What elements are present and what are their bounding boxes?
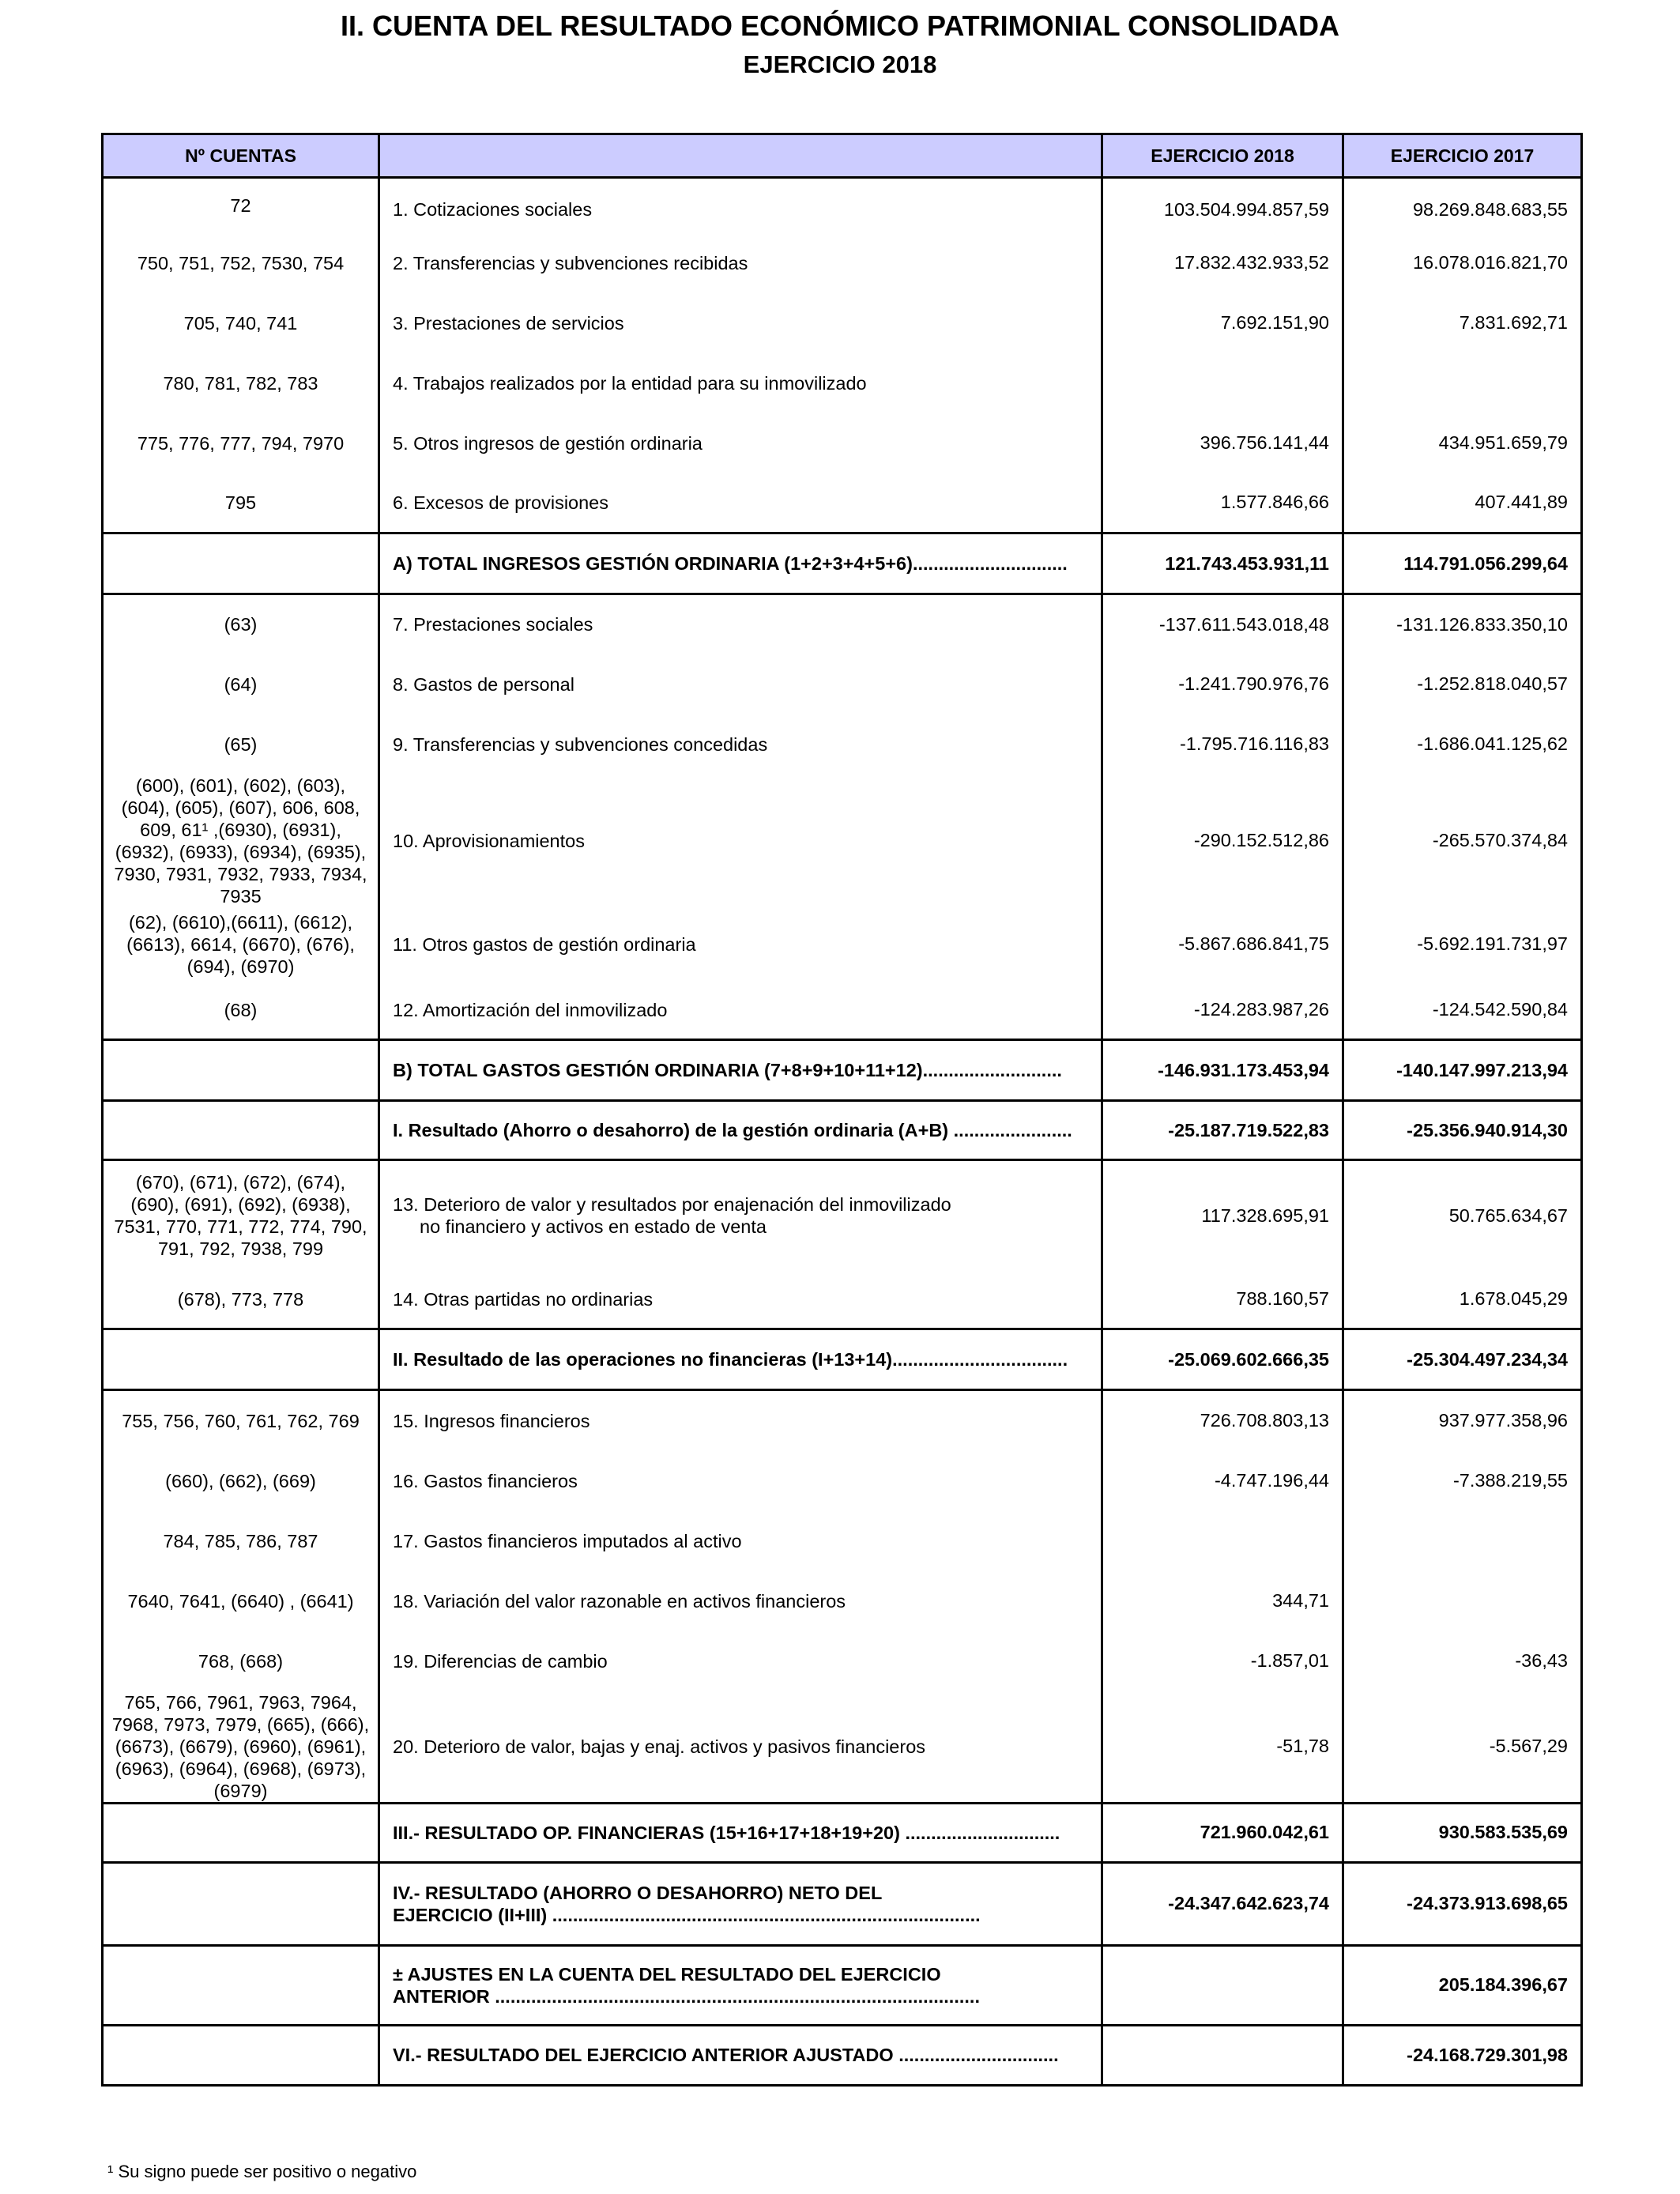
accounts-cell — [103, 1803, 379, 1862]
concept-text: 6. Excesos de provisiones — [393, 492, 609, 513]
table-row — [103, 775, 1582, 907]
table-row — [103, 1390, 1582, 1451]
concept-cell — [379, 178, 1102, 233]
table-row — [103, 413, 1582, 473]
accounts-cell: 795 — [103, 473, 379, 533]
accounts-cell: 780, 781, 782, 783 — [103, 353, 379, 413]
concept-text-line2: ANTERIOR .............................................................................................. — [393, 1985, 980, 2007]
value-2018-cell — [1102, 2025, 1343, 2085]
value-2017-cell: -24.168.729.301,98 — [1343, 2025, 1582, 2085]
concept-cell — [379, 353, 1102, 413]
table-row — [103, 1160, 1582, 1271]
table-row — [103, 1631, 1582, 1691]
value-2018-cell: -1.241.790.976,76 — [1102, 654, 1343, 714]
concept-cell — [379, 1329, 1102, 1390]
accounts-cell: (63) — [103, 594, 379, 654]
value-2017-cell: -5.567,29 — [1343, 1691, 1582, 1804]
table-row — [103, 907, 1582, 982]
value-2017-cell — [1343, 1511, 1582, 1571]
concept-text: 15. Ingresos financieros — [393, 1410, 590, 1431]
concept-cell — [379, 1803, 1102, 1862]
header-concept — [379, 134, 1102, 178]
concept-text: IV.- RESULTADO (AHORRO O DESAHORRO) NETO DEL — [393, 1882, 883, 1903]
concept-text: 19. Diferencias de cambio — [393, 1650, 608, 1672]
value-2018-cell: -25.069.602.666,35 — [1102, 1329, 1343, 1390]
value-2017-cell: -25.356.940.914,30 — [1343, 1101, 1582, 1160]
concept-cell — [379, 1631, 1102, 1691]
value-2017-cell — [1343, 353, 1582, 413]
value-2017-cell: -24.373.913.698,65 — [1343, 1862, 1582, 1945]
value-2017-cell: 98.269.848.683,55 — [1343, 178, 1582, 233]
value-2018-cell: 1.577.846,66 — [1102, 473, 1343, 533]
value-2018-cell — [1102, 1511, 1343, 1571]
accounts-cell: 768, (668) — [103, 1631, 379, 1691]
accounts-cell — [103, 1040, 379, 1101]
total-row — [103, 1040, 1582, 1101]
value-2018-cell: 396.756.141,44 — [1102, 413, 1343, 473]
concept-cell — [379, 982, 1102, 1040]
total-row — [103, 2025, 1582, 2085]
value-2018-cell: 726.708.803,13 — [1102, 1390, 1343, 1451]
value-2018-cell: -290.152.512,86 — [1102, 775, 1343, 907]
accounts-cell: 755, 756, 760, 761, 762, 769 — [103, 1390, 379, 1451]
accounts-cell: (660), (662), (669) — [103, 1451, 379, 1511]
accounts-cell — [103, 533, 379, 594]
total-row — [103, 1862, 1582, 1945]
value-2017-cell: 16.078.016.821,70 — [1343, 233, 1582, 293]
concept-text: 1. Cotizaciones sociales — [393, 199, 593, 221]
concept-text: VI.- RESULTADO DEL EJERCICIO ANTERIOR AJUSTADO ............................... — [393, 2045, 1059, 2065]
footnote: ¹ Su signo puede ser positivo o negativo — [107, 2162, 417, 2181]
table-row — [103, 1511, 1582, 1571]
concept-text: 12. Amortización del inmovilizado — [393, 999, 668, 1020]
concept-cell — [379, 533, 1102, 594]
concept-text: 16. Gastos financieros — [393, 1470, 578, 1491]
accounts-cell: (64) — [103, 654, 379, 714]
value-2018-cell: -1.795.716.116,83 — [1102, 714, 1343, 775]
table-row — [103, 1271, 1582, 1329]
table-row — [103, 654, 1582, 714]
total-row — [103, 1945, 1582, 2025]
concept-cell — [379, 1390, 1102, 1451]
value-2018-cell: -24.347.642.623,74 — [1102, 1862, 1343, 1945]
concept-cell — [379, 1571, 1102, 1631]
page-subtitle: EJERCICIO 2018 — [743, 51, 937, 78]
accounts-cell: 765, 766, 7961, 7963, 7964, 7968, 7973, 7979, (665), (666), (6673), (6679), (6960), (6961), (6963), (6964), (6968), (6973), (6979) — [103, 1691, 379, 1804]
accounts-cell: (670), (671), (672), (674), (690), (691), (692), (6938), 7531, 770, 771, 772, 774, 790, 791, 792, 7938, 799 — [103, 1160, 379, 1271]
value-2018-cell: 117.328.695,91 — [1102, 1160, 1343, 1271]
concept-cell — [379, 473, 1102, 533]
concept-cell — [379, 1040, 1102, 1101]
table-body — [103, 178, 1582, 2086]
value-2018-cell — [1102, 353, 1343, 413]
table-header-row — [103, 134, 1582, 178]
concept-cell — [379, 775, 1102, 907]
table-row — [103, 233, 1582, 293]
concept-text: 20. Deterioro de valor, bajas y enaj. activos y pasivos financieros — [393, 1736, 926, 1757]
accounts-cell: 775, 776, 777, 794, 7970 — [103, 413, 379, 473]
concept-text: 7. Prestaciones sociales — [393, 614, 593, 635]
concept-text: 9. Transferencias y subvenciones concedidas — [393, 733, 768, 755]
concept-cell — [379, 413, 1102, 473]
value-2018-cell: -1.857,01 — [1102, 1631, 1343, 1691]
accounts-cell — [103, 2025, 379, 2085]
value-2018-cell: -137.611.543.018,48 — [1102, 594, 1343, 654]
table-row — [103, 473, 1582, 533]
concept-cell — [379, 594, 1102, 654]
value-2018-cell: 721.960.042,61 — [1102, 1803, 1343, 1862]
value-2018-cell: 121.743.453.931,11 — [1102, 533, 1343, 594]
value-2018-cell: 344,71 — [1102, 1571, 1343, 1631]
value-2017-cell: 407.441,89 — [1343, 473, 1582, 533]
accounts-cell — [103, 1101, 379, 1160]
concept-text: 2. Transferencias y subvenciones recibidas — [393, 252, 748, 273]
concept-cell — [379, 293, 1102, 353]
concept-cell — [379, 1945, 1102, 2025]
concept-text: 13. Deterioro de valor y resultados por enajenación del inmovilizado — [393, 1194, 951, 1216]
value-2017-cell: -5.692.191.731,97 — [1343, 907, 1582, 982]
concept-cell — [379, 654, 1102, 714]
accounts-cell: (678), 773, 778 — [103, 1271, 379, 1329]
concept-text: 18. Variación del valor razonable en activos financieros — [393, 1590, 846, 1612]
concept-cell — [379, 1691, 1102, 1804]
value-2018-cell: 788.160,57 — [1102, 1271, 1343, 1329]
value-2018-cell: 17.832.432.933,52 — [1102, 233, 1343, 293]
value-2017-cell — [1343, 1571, 1582, 1631]
accounts-cell: 72 — [103, 178, 379, 233]
concept-cell — [379, 2025, 1102, 2085]
concept-text: ± AJUSTES EN LA CUENTA DEL RESULTADO DEL EJERCICIO — [393, 1963, 941, 1985]
concept-text-line2: EJERCICIO (II+III) ................................................................................... — [393, 1904, 981, 1925]
value-2017-cell: 930.583.535,69 — [1343, 1803, 1582, 1862]
income-statement-table — [101, 133, 1583, 2087]
concept-text: 8. Gastos de personal — [393, 673, 574, 695]
table-row — [103, 1451, 1582, 1511]
header-2018: EJERCICIO 2018 — [1102, 134, 1343, 178]
concept-cell — [379, 907, 1102, 982]
concept-text: 5. Otros ingresos de gestión ordinaria — [393, 432, 703, 454]
header-accounts: Nº CUENTAS — [103, 134, 379, 178]
total-row — [103, 533, 1582, 594]
accounts-cell: 705, 740, 741 — [103, 293, 379, 353]
concept-text-line2: no financiero y activos en estado de venta — [420, 1216, 767, 1238]
table-row — [103, 1691, 1582, 1804]
header-2017: EJERCICIO 2017 — [1343, 134, 1582, 178]
value-2018-cell: 103.504.994.857,59 — [1102, 178, 1343, 233]
value-2017-cell: -140.147.997.213,94 — [1343, 1040, 1582, 1101]
concept-cell — [379, 1451, 1102, 1511]
value-2017-cell: -1.252.818.040,57 — [1343, 654, 1582, 714]
value-2017-cell: -131.126.833.350,10 — [1343, 594, 1582, 654]
value-2018-cell: -124.283.987,26 — [1102, 982, 1343, 1040]
value-2017-cell: -1.686.041.125,62 — [1343, 714, 1582, 775]
value-2017-cell: -7.388.219,55 — [1343, 1451, 1582, 1511]
accounts-cell: 750, 751, 752, 7530, 754 — [103, 233, 379, 293]
value-2018-cell: -4.747.196,44 — [1102, 1451, 1343, 1511]
concept-text: II. Resultado de las operaciones no financieras (I+13+14).................................. — [393, 1349, 1068, 1370]
value-2017-cell: -25.304.497.234,34 — [1343, 1329, 1582, 1390]
value-2017-cell: 434.951.659,79 — [1343, 413, 1582, 473]
concept-text: 14. Otras partidas no ordinarias — [393, 1288, 654, 1310]
accounts-cell: (65) — [103, 714, 379, 775]
value-2017-cell: 7.831.692,71 — [1343, 293, 1582, 353]
value-2017-cell: 937.977.358,96 — [1343, 1390, 1582, 1451]
concept-text: A) TOTAL INGRESOS GESTIÓN ORDINARIA (1+2+3+4+5+6).............................. — [393, 553, 1068, 574]
value-2018-cell: -51,78 — [1102, 1691, 1343, 1804]
concept-text: 4. Trabajos realizados por la entidad para su inmovilizado — [393, 372, 867, 394]
concept-text: B) TOTAL GASTOS GESTIÓN ORDINARIA (7+8+9+10+11+12)........................... — [393, 1060, 1062, 1080]
concept-text: I. Resultado (Ahorro o desahorro) de la gestión ordinaria (A+B) ....................... — [393, 1120, 1072, 1140]
concept-cell — [379, 1511, 1102, 1571]
page-title: II. CUENTA DEL RESULTADO ECONÓMICO PATRIMONIAL CONSOLIDADA — [341, 9, 1339, 42]
concept-cell — [379, 1271, 1102, 1329]
concept-cell — [379, 1862, 1102, 1945]
accounts-cell: (600), (601), (602), (603), (604), (605), (607), 606, 608, 609, 61¹ ,(6930), (6931), (6932), (6933), (6934), (6935), 7930, 7931, 7932, 7933, 7934, 7935 — [103, 775, 379, 907]
value-2018-cell: -5.867.686.841,75 — [1102, 907, 1343, 982]
value-2017-cell: 205.184.396,67 — [1343, 1945, 1582, 2025]
concept-cell — [379, 233, 1102, 293]
accounts-cell: (62), (6610),(6611), (6612), (6613), 6614, (6670), (676), (694), (6970) — [103, 907, 379, 982]
accounts-cell — [103, 1945, 379, 2025]
accounts-cell: (68) — [103, 982, 379, 1040]
value-2017-cell: 50.765.634,67 — [1343, 1160, 1582, 1271]
table-row — [103, 982, 1582, 1040]
table-row — [103, 714, 1582, 775]
value-2018-cell — [1102, 1945, 1343, 2025]
value-2017-cell: -124.542.590,84 — [1343, 982, 1582, 1040]
value-2018-cell: 7.692.151,90 — [1102, 293, 1343, 353]
table-row — [103, 293, 1582, 353]
concept-cell — [379, 714, 1102, 775]
concept-cell — [379, 1101, 1102, 1160]
accounts-cell — [103, 1862, 379, 1945]
value-2017-cell: -265.570.374,84 — [1343, 775, 1582, 907]
concept-text: 17. Gastos financieros imputados al activo — [393, 1530, 742, 1551]
concept-text: III.- RESULTADO OP. FINANCIERAS (15+16+17+18+19+20) .............................. — [393, 1822, 1060, 1843]
table-row — [103, 1571, 1582, 1631]
accounts-cell — [103, 1329, 379, 1390]
total-row — [103, 1329, 1582, 1390]
accounts-cell: 7640, 7641, (6640) , (6641) — [103, 1571, 379, 1631]
table-row — [103, 594, 1582, 654]
concept-text: 11. Otros gastos de gestión ordinaria — [393, 933, 696, 955]
concept-cell — [379, 1160, 1102, 1271]
value-2017-cell: 1.678.045,29 — [1343, 1271, 1582, 1329]
value-2018-cell: -25.187.719.522,83 — [1102, 1101, 1343, 1160]
concept-text: 10. Aprovisionamientos — [393, 830, 585, 851]
table-row — [103, 353, 1582, 413]
value-2017-cell: 114.791.056.299,64 — [1343, 533, 1582, 594]
total-row — [103, 1101, 1582, 1160]
total-row — [103, 1803, 1582, 1862]
concept-text: 3. Prestaciones de servicios — [393, 312, 624, 334]
value-2018-cell: -146.931.173.453,94 — [1102, 1040, 1343, 1101]
table-row — [103, 178, 1582, 233]
value-2017-cell: -36,43 — [1343, 1631, 1582, 1691]
accounts-cell: 784, 785, 786, 787 — [103, 1511, 379, 1571]
